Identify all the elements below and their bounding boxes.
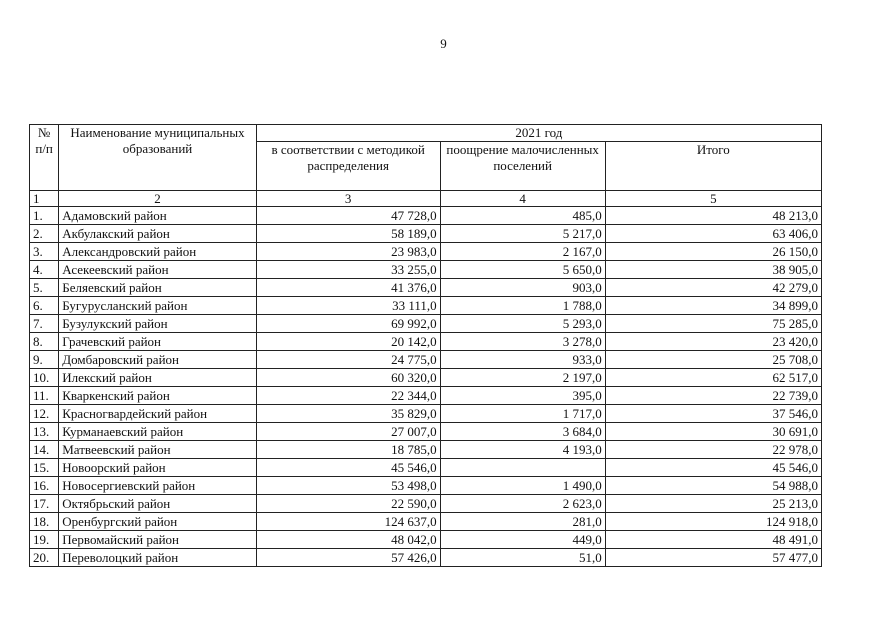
municipality-name-cell: Новосергиевский район: [59, 477, 256, 495]
row-number-cell: 3.: [30, 243, 59, 261]
municipality-name-cell: Асекеевский район: [59, 261, 256, 279]
settlements-bonus-cell: 5 650,0: [440, 261, 605, 279]
row-number-cell: 10.: [30, 369, 59, 387]
table-row: [30, 405, 822, 423]
municipality-name-cell: Матвеевский район: [59, 441, 256, 459]
method-allocation-cell: 57 426,0: [256, 549, 440, 567]
header-method-allocation: в соответствии с методикой распределения: [256, 142, 440, 191]
settlements-bonus-cell: 903,0: [440, 279, 605, 297]
table-row: [30, 459, 822, 477]
settlements-bonus-cell: 281,0: [440, 513, 605, 531]
method-allocation-cell: 27 007,0: [256, 423, 440, 441]
municipality-name-cell: Илекский район: [59, 369, 256, 387]
row-number-cell: 8.: [30, 333, 59, 351]
table-row: [30, 369, 822, 387]
method-allocation-cell: 60 320,0: [256, 369, 440, 387]
total-cell: 63 406,0: [605, 225, 821, 243]
municipality-name-cell: Октябрьский район: [59, 495, 256, 513]
table-row: [30, 315, 822, 333]
municipality-name-cell: Красногвардейский район: [59, 405, 256, 423]
column-number: 3: [256, 191, 440, 207]
municipality-name-cell: Акбулакский район: [59, 225, 256, 243]
settlements-bonus-cell: 2 167,0: [440, 243, 605, 261]
total-cell: 22 978,0: [605, 441, 821, 459]
total-cell: 34 899,0: [605, 297, 821, 315]
table-row: [30, 423, 822, 441]
method-allocation-cell: 33 255,0: [256, 261, 440, 279]
settlements-bonus-cell: 51,0: [440, 549, 605, 567]
total-cell: 22 739,0: [605, 387, 821, 405]
total-cell: 48 491,0: [605, 531, 821, 549]
method-allocation-cell: 33 111,0: [256, 297, 440, 315]
table-row: [30, 387, 822, 405]
row-number-cell: 9.: [30, 351, 59, 369]
total-cell: 30 691,0: [605, 423, 821, 441]
table-row: [30, 531, 822, 549]
row-number-cell: 2.: [30, 225, 59, 243]
method-allocation-cell: 69 992,0: [256, 315, 440, 333]
table-row: [30, 207, 822, 225]
subsidy-table: [29, 124, 822, 567]
row-number-cell: 6.: [30, 297, 59, 315]
header-row-number: № п/п: [30, 125, 59, 191]
municipality-name-cell: Грачевский район: [59, 333, 256, 351]
total-cell: 26 150,0: [605, 243, 821, 261]
method-allocation-cell: 23 983,0: [256, 243, 440, 261]
table-row: [30, 549, 822, 567]
method-allocation-cell: 22 590,0: [256, 495, 440, 513]
total-cell: 45 546,0: [605, 459, 821, 477]
settlements-bonus-cell: 5 217,0: [440, 225, 605, 243]
settlements-bonus-cell: 395,0: [440, 387, 605, 405]
settlements-bonus-cell: 1 490,0: [440, 477, 605, 495]
column-number: 4: [440, 191, 605, 207]
header-small-settlements-bonus: поощрение малочисленных поселений: [440, 142, 605, 191]
table-row: [30, 351, 822, 369]
table-row: [30, 225, 822, 243]
total-cell: 54 988,0: [605, 477, 821, 495]
total-cell: 62 517,0: [605, 369, 821, 387]
table-row: [30, 243, 822, 261]
settlements-bonus-cell: 2 623,0: [440, 495, 605, 513]
settlements-bonus-cell: 1 717,0: [440, 405, 605, 423]
table-row: [30, 333, 822, 351]
municipality-name-cell: Бузулукский район: [59, 315, 256, 333]
method-allocation-cell: 24 775,0: [256, 351, 440, 369]
header-year-group: 2021 год: [256, 125, 821, 142]
municipality-name-cell: Беляевский район: [59, 279, 256, 297]
row-number-cell: 20.: [30, 549, 59, 567]
settlements-bonus-cell: 3 278,0: [440, 333, 605, 351]
column-number: 2: [59, 191, 256, 207]
method-allocation-cell: 22 344,0: [256, 387, 440, 405]
settlements-bonus-cell: 449,0: [440, 531, 605, 549]
row-number-cell: 12.: [30, 405, 59, 423]
row-number-cell: 14.: [30, 441, 59, 459]
column-number: 5: [605, 191, 821, 207]
method-allocation-cell: 48 042,0: [256, 531, 440, 549]
header-total: Итого: [605, 142, 821, 191]
municipality-name-cell: Александровский район: [59, 243, 256, 261]
row-number-cell: 16.: [30, 477, 59, 495]
total-cell: 75 285,0: [605, 315, 821, 333]
table-row: [30, 261, 822, 279]
method-allocation-cell: 35 829,0: [256, 405, 440, 423]
total-cell: 23 420,0: [605, 333, 821, 351]
total-cell: 25 708,0: [605, 351, 821, 369]
row-number-cell: 19.: [30, 531, 59, 549]
row-number-cell: 4.: [30, 261, 59, 279]
method-allocation-cell: 18 785,0: [256, 441, 440, 459]
settlements-bonus-cell: 2 197,0: [440, 369, 605, 387]
total-cell: 48 213,0: [605, 207, 821, 225]
municipality-name-cell: Кваркенский район: [59, 387, 256, 405]
method-allocation-cell: 41 376,0: [256, 279, 440, 297]
method-allocation-cell: 53 498,0: [256, 477, 440, 495]
method-allocation-cell: 20 142,0: [256, 333, 440, 351]
municipality-name-cell: Адамовский район: [59, 207, 256, 225]
total-cell: 38 905,0: [605, 261, 821, 279]
table-row: [30, 279, 822, 297]
settlements-bonus-cell: 4 193,0: [440, 441, 605, 459]
settlements-bonus-cell: 3 684,0: [440, 423, 605, 441]
page-number: 9: [440, 36, 447, 51]
row-number-cell: 5.: [30, 279, 59, 297]
row-number-cell: 18.: [30, 513, 59, 531]
table-row: [30, 513, 822, 531]
table-row: [30, 441, 822, 459]
total-cell: 37 546,0: [605, 405, 821, 423]
municipality-name-cell: Бугурусланский район: [59, 297, 256, 315]
method-allocation-cell: 45 546,0: [256, 459, 440, 477]
header-municipality-name: Наименование муниципальных образований: [59, 125, 256, 191]
table-row: [30, 297, 822, 315]
settlements-bonus-cell: [440, 459, 605, 477]
municipality-name-cell: Переволоцкий район: [59, 549, 256, 567]
total-cell: 42 279,0: [605, 279, 821, 297]
column-number: 1: [30, 191, 59, 207]
settlements-bonus-cell: 485,0: [440, 207, 605, 225]
method-allocation-cell: 58 189,0: [256, 225, 440, 243]
table-row: [30, 477, 822, 495]
method-allocation-cell: 124 637,0: [256, 513, 440, 531]
method-allocation-cell: 47 728,0: [256, 207, 440, 225]
total-cell: 57 477,0: [605, 549, 821, 567]
settlements-bonus-cell: 933,0: [440, 351, 605, 369]
municipality-name-cell: Курманаевский район: [59, 423, 256, 441]
settlements-bonus-cell: 1 788,0: [440, 297, 605, 315]
municipality-name-cell: Первомайский район: [59, 531, 256, 549]
settlements-bonus-cell: 5 293,0: [440, 315, 605, 333]
municipality-name-cell: Новоорский район: [59, 459, 256, 477]
row-number-cell: 1.: [30, 207, 59, 225]
row-number-cell: 15.: [30, 459, 59, 477]
column-numbers-row: [30, 191, 822, 207]
row-number-cell: 13.: [30, 423, 59, 441]
row-number-cell: 17.: [30, 495, 59, 513]
row-number-cell: 11.: [30, 387, 59, 405]
total-cell: 124 918,0: [605, 513, 821, 531]
municipality-name-cell: Оренбургский район: [59, 513, 256, 531]
row-number-cell: 7.: [30, 315, 59, 333]
municipality-name-cell: Домбаровский район: [59, 351, 256, 369]
total-cell: 25 213,0: [605, 495, 821, 513]
table-row: [30, 495, 822, 513]
